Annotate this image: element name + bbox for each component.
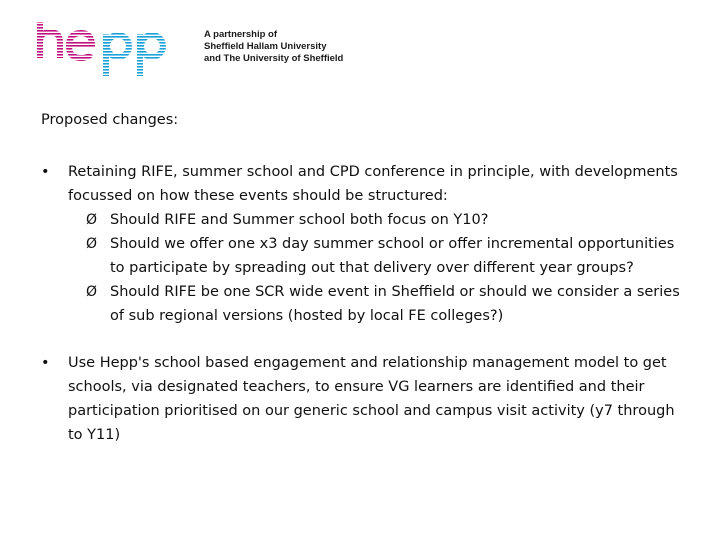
logo-line: Sheffield Hallam University	[204, 41, 327, 52]
logo-line: A partnership of	[204, 29, 278, 40]
arrow-bullet-icon: Ø	[86, 236, 98, 252]
slide-content	[41, 108, 681, 447]
arrow-bullet-icon: Ø	[86, 284, 98, 300]
hepp-logo	[36, 18, 344, 80]
page-title: Proposed changes:	[41, 112, 179, 128]
bullet-item	[41, 351, 681, 447]
sub-item	[68, 232, 681, 280]
bullet-text: Use Hepp's school based engagement and relationship management model to get schools, via designated teachers, to ensure VG learners are identified and their participation prioritised on our generic school and campus visit activity (y7 through to Y11)	[68, 355, 675, 443]
sub-item-text: Should RIFE be one SCR wide event in Sheffield or should we consider a series of sub regional versions (hosted by local FE colleges?)	[110, 284, 680, 324]
bullet-item	[41, 160, 681, 328]
sub-item-text: Should we offer one x3 day summer school or offer incremental opportunities to participate by spreading out that delivery over different year groups?	[110, 236, 675, 276]
sub-item-text: Should RIFE and Summer school both focus on Y10?	[110, 212, 489, 228]
bullet-icon: •	[41, 164, 50, 180]
hepp-logo-mark	[36, 18, 196, 80]
logo-line: and The University of Sheffield	[204, 53, 344, 64]
bullet-text: Retaining RIFE, summer school and CPD conference in principle, with developments focussed on how these events should be structured:	[68, 164, 678, 204]
sub-item	[68, 208, 681, 232]
logo-tagline	[204, 29, 343, 65]
bullet-icon: •	[41, 355, 50, 371]
sub-item	[68, 280, 681, 328]
arrow-bullet-icon: Ø	[86, 212, 98, 228]
